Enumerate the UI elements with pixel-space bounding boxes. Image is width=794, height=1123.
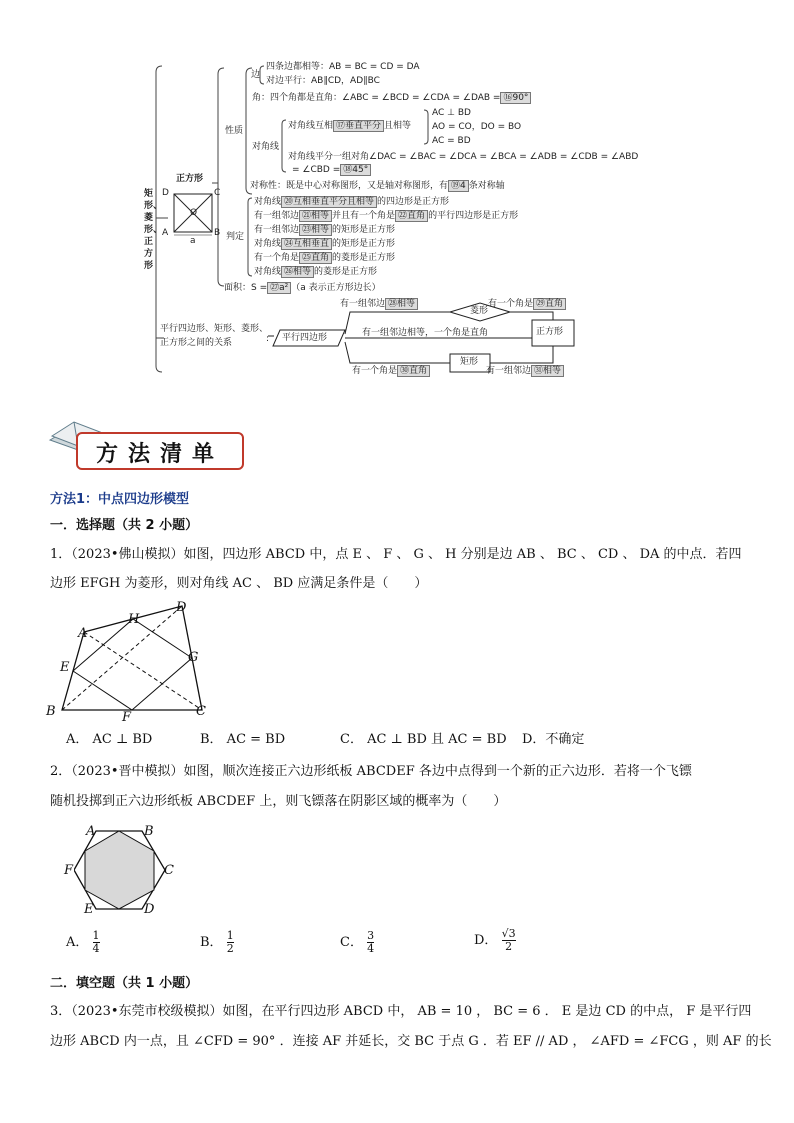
relation-colon: : xyxy=(266,334,270,344)
relation-title-2: 正方形之间的关系 xyxy=(160,338,233,348)
vertex-a: A xyxy=(162,228,169,238)
duijiaoxian-label: 对角线 xyxy=(252,142,280,152)
q2-option-a: A． $\frac{1}{4}$ xyxy=(66,929,100,955)
square-title: 正方形 xyxy=(176,174,204,184)
q1-label-h: H xyxy=(128,612,140,627)
q2-line2: 随机投掷到正六边形纸板 ABCDEF 上，则飞镖落在阴影区域的概率为（ ） xyxy=(50,794,507,809)
relation-title-1: 平行四边形、矩形、菱形、 xyxy=(160,324,269,334)
duichen-row: 对称性：既是中心对称图形，又是轴对称图形，有 ⑲4 条对称轴 xyxy=(250,181,505,191)
q1-option-d: D．不确定 xyxy=(522,732,585,747)
q3-line2: 边形 ABCD 内一点，且 ∠CFD = 90° ．连接 AF 并延长，交 BC 于点 G ．若 EF // AD ， ∠AFD = ∠FCG ，则 AF 的长 xyxy=(50,1034,772,1049)
map-side-label: 矩形、菱形、正方形 xyxy=(144,189,163,271)
panding-label: 判定 xyxy=(226,232,245,242)
q1-label-f: F xyxy=(122,710,132,725)
q1-label-b: B xyxy=(46,704,56,719)
dj-2: 对角线平分一组对角∠DAC = ∠BAC = ∠DCA = ∠BCA = ∠ADB = ∠CDB = ∠ABD xyxy=(288,152,639,162)
q2-label-f: F xyxy=(64,863,74,878)
q1-label-g: G xyxy=(188,650,199,665)
edge-3: 有一组邻边相等，一个角是直角 xyxy=(362,328,489,338)
vertex-b: B xyxy=(214,228,221,238)
q1-option-c: C． AC ⊥ BD 且 AC = BD xyxy=(340,732,507,747)
jiao-row: 角：四个角都是直角：∠ABC = ∠BCD = ∠CDA = ∠DAB = ⑯90° xyxy=(252,92,531,104)
q1-label-d: D xyxy=(176,600,187,615)
bian-2: 对边平行：AB∥CD，AD∥BC xyxy=(266,76,380,86)
pd-6: 对角线 ㉖相等 的菱形是正方形 xyxy=(254,267,378,277)
bian-1: 四条边都相等：AB = BC = CD = DA xyxy=(266,62,420,72)
bian-label: 边 xyxy=(251,70,261,80)
section1-title: 一．选择题（共 2 小题） xyxy=(50,518,199,533)
edge-2: 有一个角是 ㉙直角 xyxy=(488,298,566,310)
q2-line1: 2．（2023•晋中模拟）如图，顺次连接正六边形纸板 ABCDEF 各边中点得到一个新的正六边形．若将一个飞镖 xyxy=(50,764,692,779)
q1-line2: 边形 EFGH 为菱形，则对角线 AC 、 BD 应满足条件是（ ） xyxy=(50,576,428,591)
banner-title: 方法清单 xyxy=(96,442,225,467)
dj-r3: AC = BD xyxy=(432,136,471,146)
q2-label-e: E xyxy=(84,902,94,917)
node-square: 正方形 xyxy=(536,327,564,337)
pd-5: 有一个角是 ㉕直角 的菱形是正方形 xyxy=(254,253,396,263)
q1-option-b: B． AC = BD xyxy=(200,732,286,747)
side-a: a xyxy=(190,236,196,246)
vertex-c: C xyxy=(214,188,221,198)
q1-line1: 1．（2023•佛山模拟）如图，四边形 ABCD 中，点 E 、 F 、 G 、 H 分别是边 AB 、 BC 、 CD 、 DA 的中点．若四 xyxy=(50,547,742,562)
pd-1: 对角线 ⑳互相垂直平分且相等 的四边形是正方形 xyxy=(254,197,450,207)
node-rhombus: 菱形 xyxy=(470,306,489,316)
q1-label-c: C xyxy=(196,704,206,719)
q1-option-a: A． AC ⊥ BD xyxy=(66,732,153,747)
q2-label-a: A xyxy=(86,824,96,839)
knowledge-map xyxy=(140,58,660,388)
xingzhi-label: 性质 xyxy=(225,126,244,136)
edge-4: 有一个角是 ㉚直角 xyxy=(352,365,430,377)
q2-label-b: B xyxy=(144,824,154,839)
dj-r1: AC ⊥ BD xyxy=(432,108,471,118)
vertex-o: O xyxy=(190,208,198,218)
node-parallelogram: 平行四边形 xyxy=(282,333,328,343)
q2-option-d: D． $\frac{√3}{2}$ xyxy=(474,927,516,953)
q2-label-d: D xyxy=(144,902,155,917)
edge-1: 有一组邻边 ㉘相等 xyxy=(340,298,418,310)
mianji-row: 面积：S = ㉗a² （a 表示正方形边长） xyxy=(224,283,381,293)
dj-r2: AO = CO，DO = BO xyxy=(432,122,522,132)
q2-label-c: C xyxy=(164,863,174,878)
node-rectangle: 矩形 xyxy=(460,357,479,367)
section2-title: 二．填空题（共 1 小题） xyxy=(50,976,199,991)
pd-2: 有一组邻边 ㉑相等 并且有一个角是 ㉒直角 的平行四边形是正方形 xyxy=(254,211,519,221)
q2-option-c: C． $\frac{3}{4}$ xyxy=(340,929,375,955)
q3-line1: 3．（2023•东莞市校级模拟）如图，在平行四边形 ABCD 中， AB = 10 ， BC = 6 ． E 是边 CD 的中点， F 是平行四 xyxy=(50,1004,752,1019)
edge-5: 有一组邻边 ㉛相等 xyxy=(486,365,564,377)
pd-3: 有一组邻边 ㉓相等 的矩形是正方形 xyxy=(254,225,396,235)
pd-4: 对角线 ㉔互相垂直 的矩形是正方形 xyxy=(254,239,396,249)
method1-title: 方法1：中点四边形模型 xyxy=(50,492,190,507)
q2-option-b: B． $\frac{1}{2}$ xyxy=(200,929,234,955)
vertex-d: D xyxy=(162,188,169,198)
q1-label-e: E xyxy=(60,660,70,675)
dj-1: 对角线互相 ⑰垂直平分 且相等 xyxy=(288,121,412,131)
q1-label-a: A xyxy=(78,626,88,641)
dj-3: = ∠CBD = ⑱45° xyxy=(292,164,371,176)
